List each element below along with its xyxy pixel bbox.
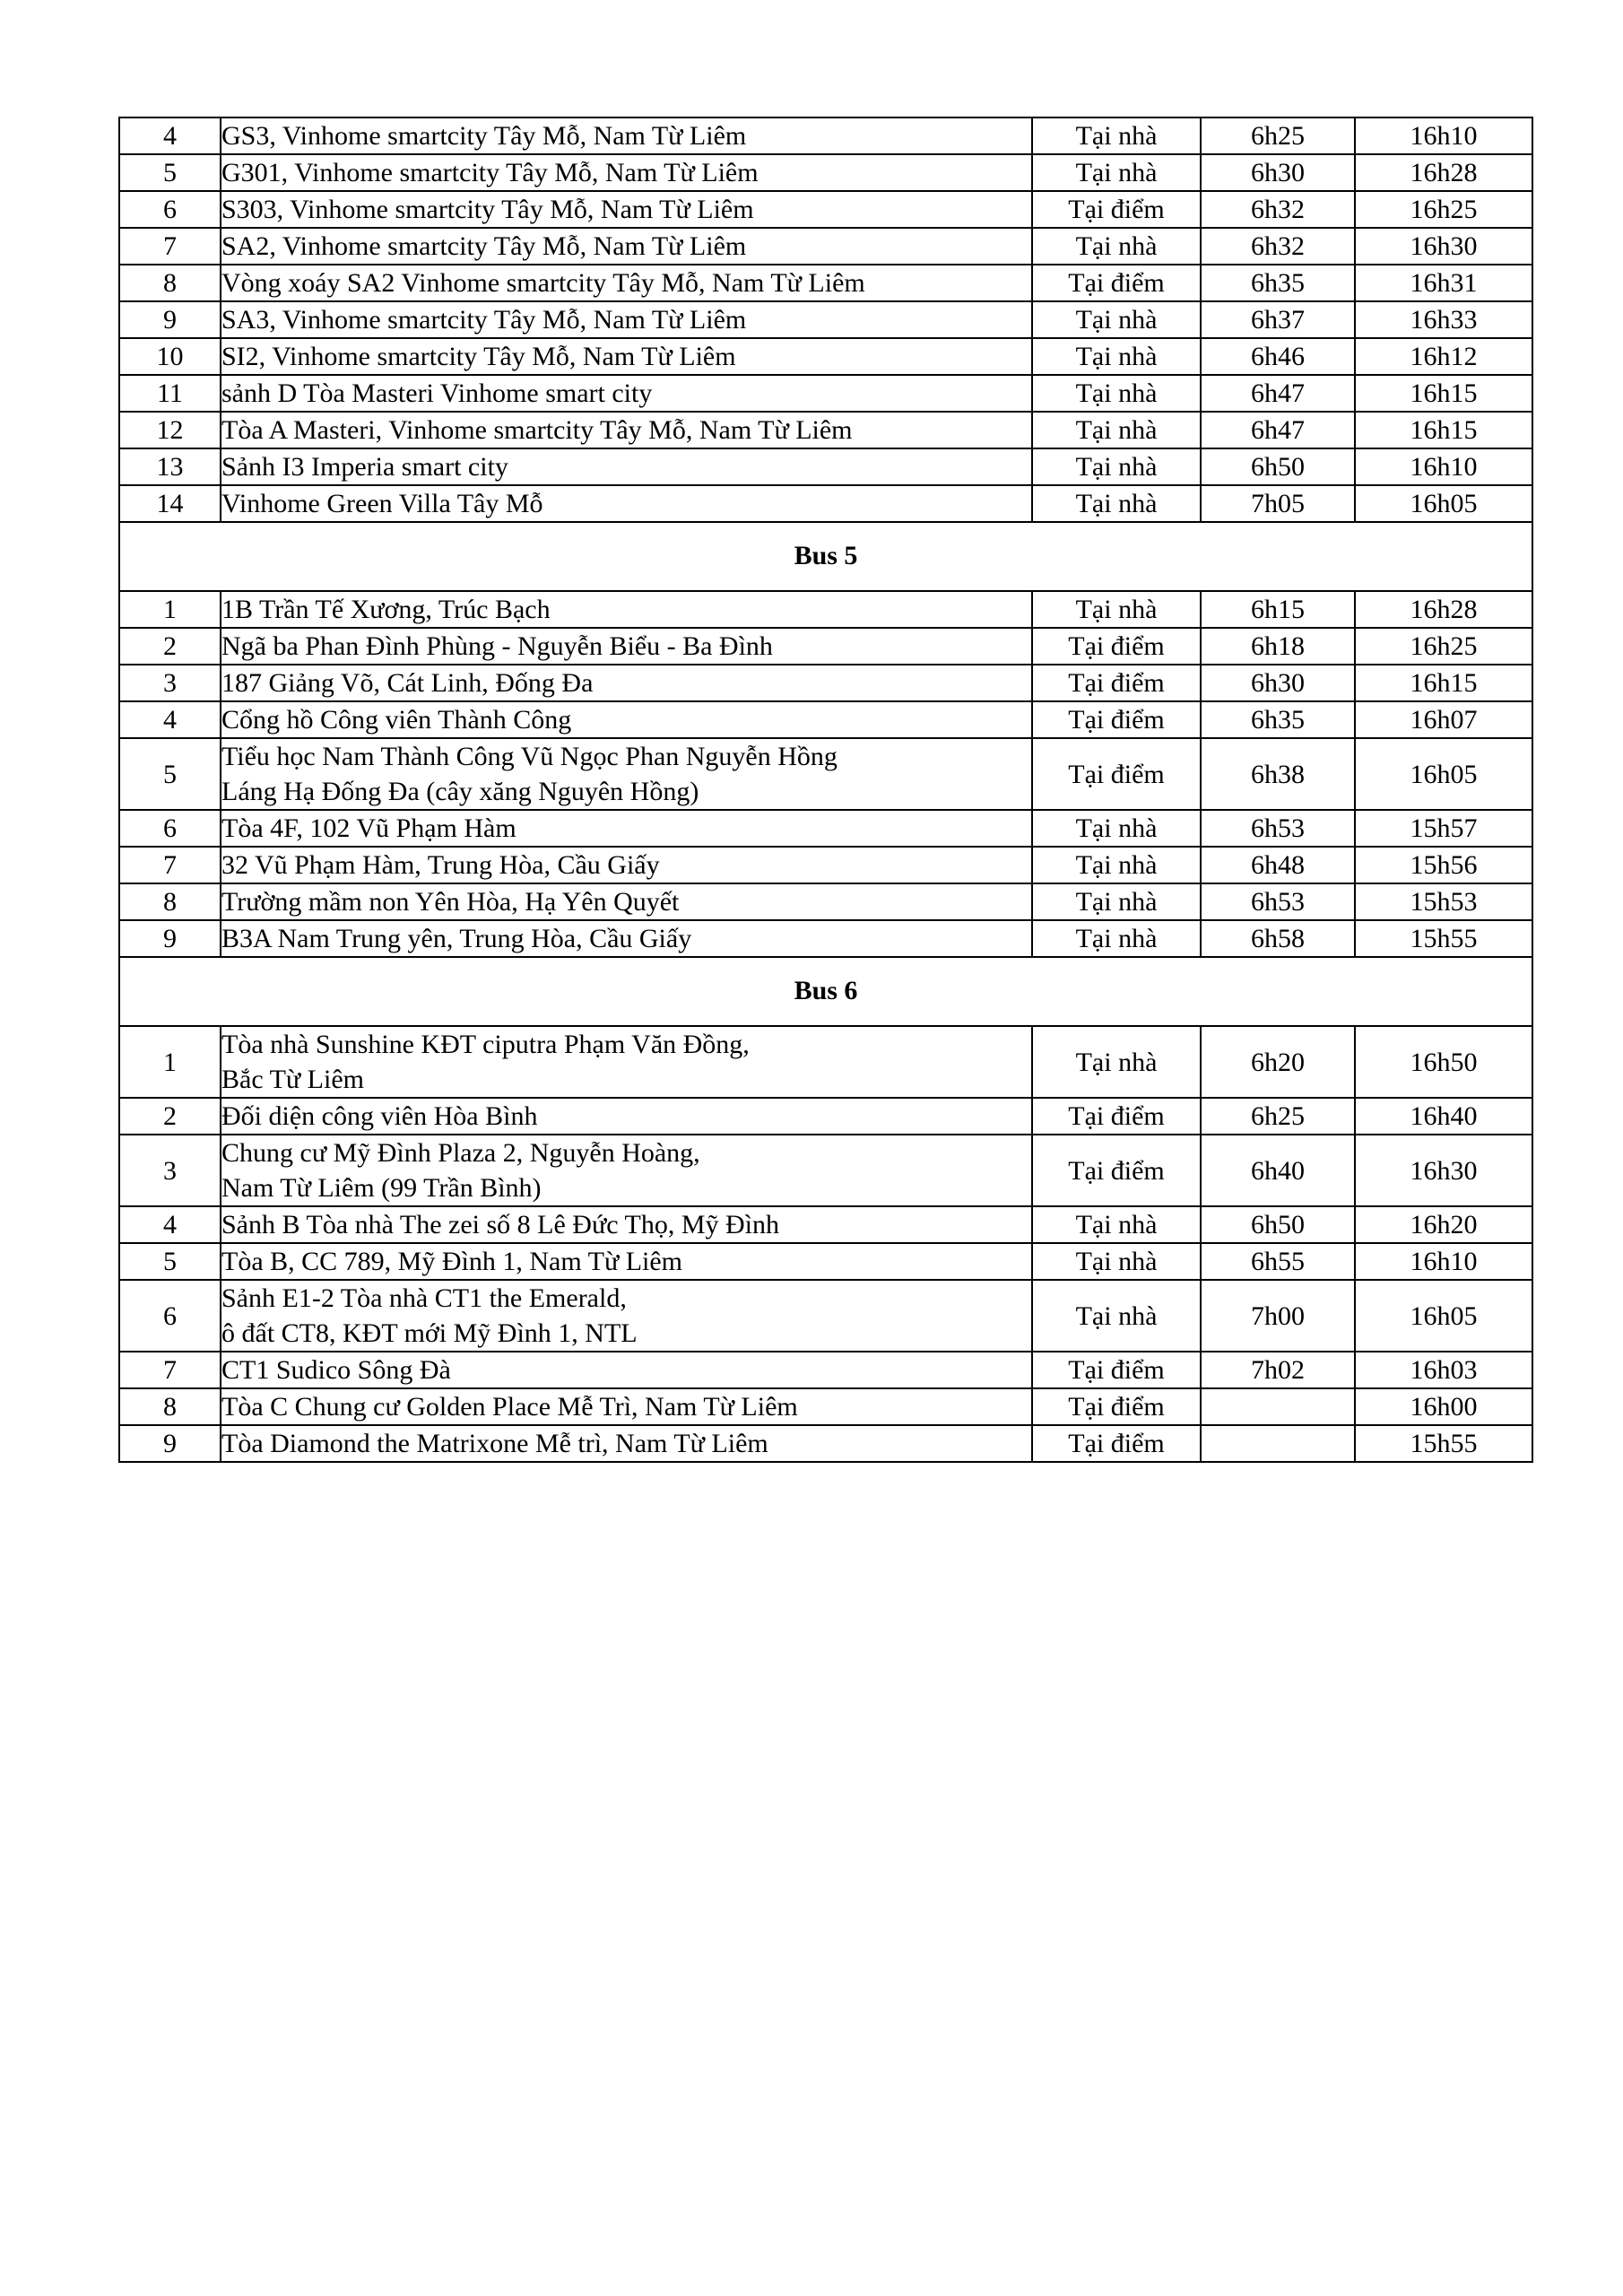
row-number: 7	[119, 1352, 221, 1388]
afternoon-time: 16h10	[1355, 117, 1532, 154]
table-row	[119, 810, 1532, 847]
pickup-location-line-2: Bắc Từ Liêm	[221, 1065, 364, 1094]
table-row	[119, 301, 1532, 338]
table-row	[119, 665, 1532, 701]
schedule-table-body	[119, 117, 1532, 1462]
pickup-location-line-1: 1B Trần Tế Xương, Trúc Bạch	[221, 595, 551, 624]
row-number: 5	[119, 1243, 221, 1280]
pickup-location-line-1: Sảnh B Tòa nhà The zei số 8 Lê Đức Thọ, Mỹ Đình	[221, 1210, 780, 1239]
morning-time: 6h53	[1201, 883, 1355, 920]
pickup-mode: Tại nhà	[1032, 1206, 1201, 1243]
pickup-location	[221, 265, 1032, 301]
table-row	[119, 1243, 1532, 1280]
pickup-location-line-1: Cổng hồ Công viên Thành Công	[221, 705, 572, 735]
row-number: 3	[119, 665, 221, 701]
morning-time: 6h47	[1201, 412, 1355, 448]
morning-time: 7h00	[1201, 1280, 1355, 1352]
afternoon-time: 16h50	[1355, 1026, 1532, 1098]
table-row	[119, 591, 1532, 628]
pickup-location	[221, 665, 1032, 701]
row-number: 5	[119, 154, 221, 191]
morning-time: 6h30	[1201, 154, 1355, 191]
pickup-location-line-1: 32 Vũ Phạm Hàm, Trung Hòa, Cầu Giấy	[221, 850, 660, 880]
pickup-location-line-2: ô đất CT8, KĐT mới Mỹ Đình 1, NTL	[221, 1318, 638, 1348]
afternoon-time: 16h30	[1355, 228, 1532, 265]
pickup-mode: Tại điểm	[1032, 265, 1201, 301]
pickup-location-line-1: Tòa B, CC 789, Mỹ Đình 1, Nam Từ Liêm	[221, 1247, 683, 1276]
pickup-mode: Tại nhà	[1032, 301, 1201, 338]
pickup-mode: Tại nhà	[1032, 1280, 1201, 1352]
row-number: 2	[119, 1098, 221, 1135]
row-number: 11	[119, 375, 221, 412]
row-number: 8	[119, 1388, 221, 1425]
row-number: 2	[119, 628, 221, 665]
pickup-location-line-1: Sảnh I3 Imperia smart city	[221, 452, 508, 482]
table-row	[119, 738, 1532, 810]
table-row	[119, 1425, 1532, 1462]
table-row	[119, 847, 1532, 883]
morning-time: 6h46	[1201, 338, 1355, 375]
pickup-mode: Tại nhà	[1032, 847, 1201, 883]
pickup-location	[221, 883, 1032, 920]
pickup-location-line-1: GS3, Vinhome smartcity Tây Mỗ, Nam Từ Liêm	[221, 121, 747, 151]
morning-time: 6h35	[1201, 265, 1355, 301]
pickup-location-line-1: Sảnh E1-2 Tòa nhà CT1 the Emerald,	[221, 1283, 627, 1313]
pickup-location	[221, 1352, 1032, 1388]
afternoon-time: 16h05	[1355, 1280, 1532, 1352]
section-title: Bus 5	[119, 522, 1532, 591]
pickup-mode: Tại điểm	[1032, 1098, 1201, 1135]
pickup-location-line-1: sảnh D Tòa Masteri Vinhome smart city	[221, 378, 653, 408]
afternoon-time: 16h31	[1355, 265, 1532, 301]
morning-time	[1201, 1388, 1355, 1425]
pickup-mode: Tại nhà	[1032, 485, 1201, 522]
pickup-mode: Tại điểm	[1032, 1388, 1201, 1425]
row-number: 4	[119, 701, 221, 738]
table-row	[119, 375, 1532, 412]
pickup-mode: Tại nhà	[1032, 883, 1201, 920]
pickup-location	[221, 628, 1032, 665]
afternoon-time: 16h20	[1355, 1206, 1532, 1243]
morning-time: 6h35	[1201, 701, 1355, 738]
pickup-location-line-1: Tòa 4F, 102 Vũ Phạm Hàm	[221, 813, 516, 843]
afternoon-time: 16h28	[1355, 154, 1532, 191]
morning-time: 6h30	[1201, 665, 1355, 701]
morning-time: 6h20	[1201, 1026, 1355, 1098]
pickup-location-line-1: CT1 Sudico Sông Đà	[221, 1355, 451, 1385]
pickup-location	[221, 1388, 1032, 1425]
afternoon-time: 15h57	[1355, 810, 1532, 847]
pickup-location	[221, 920, 1032, 957]
morning-time	[1201, 1425, 1355, 1462]
table-row	[119, 1352, 1532, 1388]
morning-time: 7h05	[1201, 485, 1355, 522]
pickup-mode: Tại nhà	[1032, 591, 1201, 628]
schedule-table-container	[118, 117, 1532, 1463]
row-number: 13	[119, 448, 221, 485]
pickup-mode: Tại nhà	[1032, 1243, 1201, 1280]
pickup-location	[221, 375, 1032, 412]
pickup-mode: Tại nhà	[1032, 338, 1201, 375]
morning-time: 6h32	[1201, 228, 1355, 265]
morning-time: 6h18	[1201, 628, 1355, 665]
afternoon-time: 16h05	[1355, 485, 1532, 522]
afternoon-time: 16h15	[1355, 412, 1532, 448]
row-number: 1	[119, 1026, 221, 1098]
morning-time: 6h25	[1201, 1098, 1355, 1135]
row-number: 7	[119, 228, 221, 265]
pickup-location	[221, 810, 1032, 847]
table-row	[119, 265, 1532, 301]
table-row	[119, 920, 1532, 957]
morning-time: 7h02	[1201, 1352, 1355, 1388]
pickup-location-line-1: Vòng xoáy SA2 Vinhome smartcity Tây Mỗ, Nam Từ Liêm	[221, 268, 865, 298]
pickup-mode: Tại điểm	[1032, 701, 1201, 738]
morning-time: 6h47	[1201, 375, 1355, 412]
pickup-mode: Tại nhà	[1032, 412, 1201, 448]
section-title: Bus 6	[119, 957, 1532, 1026]
table-row	[119, 485, 1532, 522]
afternoon-time: 16h12	[1355, 338, 1532, 375]
afternoon-time: 16h15	[1355, 665, 1532, 701]
row-number: 14	[119, 485, 221, 522]
afternoon-time: 16h33	[1355, 301, 1532, 338]
row-number: 3	[119, 1135, 221, 1206]
pickup-location	[221, 228, 1032, 265]
morning-time: 6h32	[1201, 191, 1355, 228]
afternoon-time: 16h05	[1355, 738, 1532, 810]
afternoon-time: 16h10	[1355, 448, 1532, 485]
pickup-location	[221, 1135, 1032, 1206]
pickup-location-line-1: Chung cư Mỹ Đình Plaza 2, Nguyễn Hoàng,	[221, 1138, 700, 1168]
morning-time: 6h58	[1201, 920, 1355, 957]
morning-time: 6h37	[1201, 301, 1355, 338]
pickup-location	[221, 448, 1032, 485]
table-row	[119, 1388, 1532, 1425]
morning-time: 6h55	[1201, 1243, 1355, 1280]
row-number: 4	[119, 1206, 221, 1243]
pickup-mode: Tại nhà	[1032, 448, 1201, 485]
pickup-location-line-1: Tòa C Chung cư Golden Place Mễ Trì, Nam Từ Liêm	[221, 1392, 798, 1422]
afternoon-time: 16h15	[1355, 375, 1532, 412]
morning-time: 6h50	[1201, 1206, 1355, 1243]
row-number: 5	[119, 738, 221, 810]
pickup-location-line-2: Nam Từ Liêm (99 Trần Bình)	[221, 1173, 542, 1203]
pickup-location	[221, 738, 1032, 810]
row-number: 6	[119, 191, 221, 228]
pickup-location	[221, 847, 1032, 883]
pickup-location-line-1: B3A Nam Trung yên, Trung Hòa, Cầu Giấy	[221, 924, 692, 953]
table-row	[119, 701, 1532, 738]
table-row	[119, 1280, 1532, 1352]
pickup-mode: Tại điểm	[1032, 191, 1201, 228]
pickup-location	[221, 412, 1032, 448]
row-number: 8	[119, 883, 221, 920]
table-row	[119, 338, 1532, 375]
pickup-location	[221, 1098, 1032, 1135]
row-number: 9	[119, 1425, 221, 1462]
table-row	[119, 448, 1532, 485]
pickup-location-line-1: Đối diện công viên Hòa Bình	[221, 1101, 538, 1131]
pickup-location	[221, 191, 1032, 228]
pickup-location-line-1: 187 Giảng Võ, Cát Linh, Đống Đa	[221, 668, 594, 698]
pickup-location-line-1: Tòa nhà Sunshine KĐT ciputra Phạm Văn Đồng,	[221, 1030, 750, 1059]
table-row	[119, 228, 1532, 265]
pickup-location-line-1: SA2, Vinhome smartcity Tây Mỗ, Nam Từ Liêm	[221, 231, 747, 261]
table-row	[119, 1026, 1532, 1098]
pickup-location-line-1: G301, Vinhome smartcity Tây Mỗ, Nam Từ Liêm	[221, 158, 759, 187]
row-number: 12	[119, 412, 221, 448]
pickup-location	[221, 338, 1032, 375]
afternoon-time: 16h30	[1355, 1135, 1532, 1206]
pickup-mode: Tại điểm	[1032, 1352, 1201, 1388]
pickup-location-line-2: Láng Hạ Đống Đa (cây xăng Nguyên Hồng)	[221, 777, 699, 806]
pickup-location-line-1: Vinhome Green Villa Tây Mỗ	[221, 489, 543, 518]
pickup-mode: Tại nhà	[1032, 117, 1201, 154]
pickup-location-line-1: Tiểu học Nam Thành Công Vũ Ngọc Phan Nguyễn Hồng	[221, 742, 838, 771]
section-header-row	[119, 522, 1532, 591]
row-number: 7	[119, 847, 221, 883]
pickup-location	[221, 154, 1032, 191]
table-row	[119, 883, 1532, 920]
pickup-location-line-1: SI2, Vinhome smartcity Tây Mỗ, Nam Từ Liêm	[221, 342, 736, 371]
pickup-mode: Tại nhà	[1032, 920, 1201, 957]
pickup-mode: Tại điểm	[1032, 628, 1201, 665]
pickup-mode: Tại nhà	[1032, 375, 1201, 412]
pickup-location-line-1: Ngã ba Phan Đình Phùng - Nguyễn Biểu - Ba Đình	[221, 631, 773, 661]
afternoon-time: 15h55	[1355, 1425, 1532, 1462]
pickup-mode: Tại điểm	[1032, 1135, 1201, 1206]
pickup-mode: Tại nhà	[1032, 228, 1201, 265]
pickup-mode: Tại điểm	[1032, 665, 1201, 701]
afternoon-time: 16h40	[1355, 1098, 1532, 1135]
row-number: 9	[119, 920, 221, 957]
pickup-location-line-1: Tòa A Masteri, Vinhome smartcity Tây Mỗ, Nam Từ Liêm	[221, 415, 853, 445]
row-number: 9	[119, 301, 221, 338]
afternoon-time: 16h25	[1355, 628, 1532, 665]
row-number: 10	[119, 338, 221, 375]
morning-time: 6h40	[1201, 1135, 1355, 1206]
pickup-mode: Tại nhà	[1032, 1026, 1201, 1098]
morning-time: 6h25	[1201, 117, 1355, 154]
table-row	[119, 412, 1532, 448]
row-number: 1	[119, 591, 221, 628]
morning-time: 6h53	[1201, 810, 1355, 847]
table-row	[119, 1098, 1532, 1135]
pickup-location	[221, 301, 1032, 338]
pickup-mode: Tại nhà	[1032, 154, 1201, 191]
pickup-location	[221, 701, 1032, 738]
afternoon-time: 16h10	[1355, 1243, 1532, 1280]
table-row	[119, 117, 1532, 154]
afternoon-time: 15h55	[1355, 920, 1532, 957]
pickup-location-line-1: S303, Vinhome smartcity Tây Mỗ, Nam Từ Liêm	[221, 195, 754, 224]
table-row	[119, 154, 1532, 191]
pickup-location-line-1: SA3, Vinhome smartcity Tây Mỗ, Nam Từ Liêm	[221, 305, 747, 335]
afternoon-time: 16h03	[1355, 1352, 1532, 1388]
morning-time: 6h38	[1201, 738, 1355, 810]
pickup-location	[221, 1026, 1032, 1098]
morning-time: 6h15	[1201, 591, 1355, 628]
afternoon-time: 15h53	[1355, 883, 1532, 920]
pickup-location-line-1: Trường mầm non Yên Hòa, Hạ Yên Quyết	[221, 887, 680, 917]
row-number: 4	[119, 117, 221, 154]
morning-time: 6h50	[1201, 448, 1355, 485]
table-row	[119, 1206, 1532, 1243]
row-number: 8	[119, 265, 221, 301]
pickup-mode: Tại nhà	[1032, 810, 1201, 847]
pickup-mode: Tại điểm	[1032, 738, 1201, 810]
pickup-location	[221, 485, 1032, 522]
pickup-location-line-1: Tòa Diamond the Matrixone Mễ trì, Nam Từ Liêm	[221, 1429, 768, 1458]
table-row	[119, 191, 1532, 228]
afternoon-time: 15h56	[1355, 847, 1532, 883]
pickup-location	[221, 117, 1032, 154]
section-header-row	[119, 957, 1532, 1026]
afternoon-time: 16h00	[1355, 1388, 1532, 1425]
table-row	[119, 1135, 1532, 1206]
pickup-location	[221, 1206, 1032, 1243]
pickup-location	[221, 1425, 1032, 1462]
pickup-location	[221, 591, 1032, 628]
afternoon-time: 16h28	[1355, 591, 1532, 628]
morning-time: 6h48	[1201, 847, 1355, 883]
afternoon-time: 16h25	[1355, 191, 1532, 228]
afternoon-time: 16h07	[1355, 701, 1532, 738]
table-row	[119, 628, 1532, 665]
pickup-location	[221, 1280, 1032, 1352]
pickup-mode: Tại điểm	[1032, 1425, 1201, 1462]
pickup-location	[221, 1243, 1032, 1280]
row-number: 6	[119, 810, 221, 847]
bus-schedule-table	[118, 117, 1533, 1463]
row-number: 6	[119, 1280, 221, 1352]
